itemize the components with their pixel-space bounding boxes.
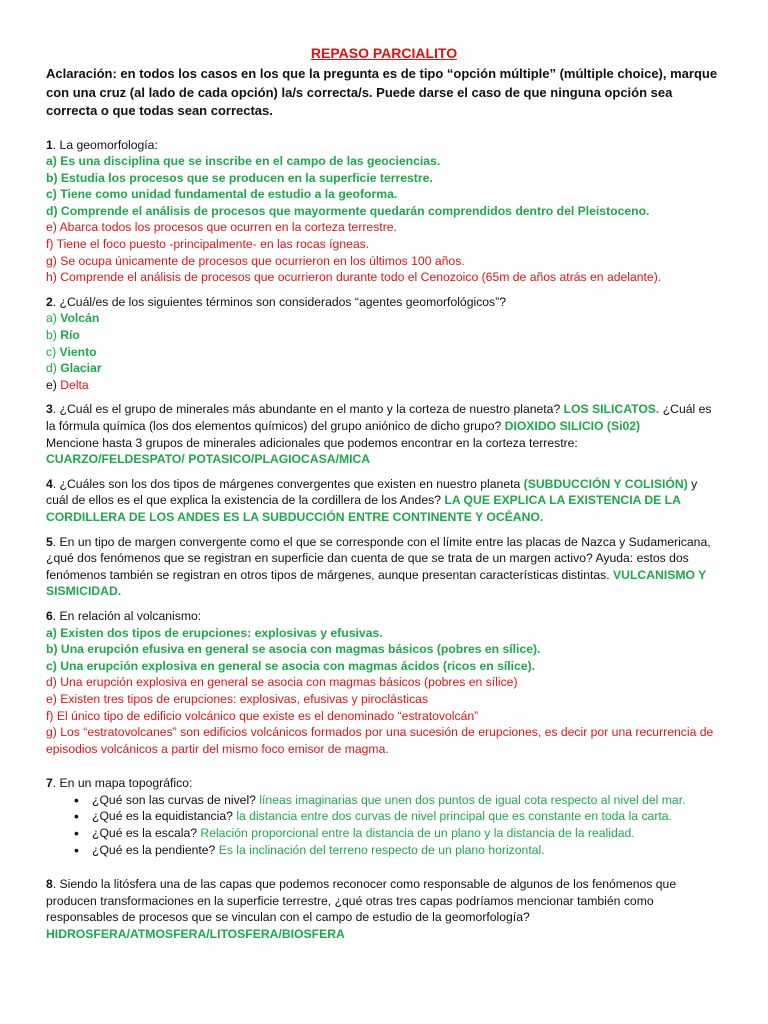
- list-item: • ¿Qué es la pendiente? Es la inclinación del terreno respecto de un plano horizontal.: [92, 842, 722, 859]
- question-text: . ¿Cuál es el grupo de minerales más abundante en el manto y la corteza de nuestro planeta?: [52, 402, 564, 417]
- question-text: Mencione hasta 3 grupos de minerales adicionales que podemos encontrar en la corteza terrestre:: [46, 435, 578, 450]
- question-8: [46, 876, 722, 942]
- question-number: 6: [46, 608, 53, 623]
- option-f: f) Tiene el foco puesto -principalmente- en las rocas ígneas.: [46, 237, 370, 252]
- answer-text: (SUBDUCCIÓN Y COLISIÓN): [523, 476, 688, 491]
- question-2: [46, 294, 722, 394]
- question-text: y cuál de ellos es el que explica la existencia de la cordillera de los Andes?: [46, 476, 698, 508]
- question-7: [46, 775, 722, 858]
- question-text: . La geomorfología:: [52, 137, 158, 152]
- question-4: [46, 476, 722, 526]
- question-number: 7: [46, 776, 53, 791]
- answer-text: DIOXIDO SILICIO (Si02): [504, 419, 641, 433]
- question-number: 5: [46, 534, 53, 549]
- document-title: REPASO PARCIALITO: [310, 45, 458, 61]
- question-text: ¿Cuál es la fórmula química (los dos elementos químicos) del grupo aniónico de dicho grupo?: [46, 402, 712, 433]
- option-g: g) Se ocupa únicamente de procesos que ocurrieron en los últimos 100 años.: [46, 253, 465, 268]
- option-e: e) Abarca todos los procesos que ocurren en la corteza terrestre.: [46, 220, 397, 235]
- option-d: d) Glaciar: [46, 361, 102, 376]
- option-e: e) Delta: [46, 377, 89, 392]
- list-item: • ¿Qué son las curvas de nivel? líneas imaginarias que unen dos puntos de igual cota respecto al nivel del mar.: [92, 792, 722, 809]
- question-number: 4: [46, 476, 53, 491]
- option-c: c) Viento: [46, 344, 97, 359]
- question-5: [46, 534, 722, 600]
- question-6: [46, 608, 722, 757]
- question-1: [46, 137, 722, 286]
- option-a: a) Es una disciplina que se inscribe en el campo de las geociencias.: [46, 154, 441, 169]
- question-number: 1: [46, 137, 53, 152]
- option-b: b) Estudia los procesos que se producen en la superficie terrestre.: [46, 170, 433, 185]
- option-e: e) Existen tres tipos de erupciones: explosivas, efusivas y piroclásticas: [46, 691, 429, 706]
- option-c: c) Tiene como unidad fundamental de estudio a la geoforma.: [46, 187, 398, 202]
- question-number: 8: [46, 877, 53, 892]
- bullet-list: [46, 792, 722, 858]
- option-h: h) Comprende el análisis de procesos que ocurrieron durante todo el Cenozoico (65m de años atrás en adelante).: [46, 270, 662, 285]
- option-a: a) Existen dos tipos de erupciones: explosivas y efusivas.: [46, 625, 383, 640]
- question-text: . Siendo la litósfera una de las capas que podemos reconocer como responsable de algunos de los fenómenos que producen transformaciones en la superficie terrestre, ¿qué otras tres capas podríamos mencionar también como responsables de procesos que se vinculan con el campo de estudio de la geomorfología?: [46, 877, 677, 925]
- question-text: . En un tipo de margen convergente como el que se corresponde con el límite entre las placas de Nazca y Sudamericana, ¿qué dos fenómenos que se registran en superficie dan cuenta de que se trata de un margen activo? Ayuda: estos dos fenómenos también se registran en otros tipos de márgenes, aunque presentan características distintas.: [46, 534, 711, 582]
- list-item: • ¿Qué es la escala? Relación proporcional entre la distancia de un plano y la distancia de la realidad.: [92, 825, 722, 842]
- question-3: [46, 401, 722, 467]
- option-d: d) Comprende el análisis de procesos que mayormente quedarán comprendidos dentro del Pleistoceno.: [46, 203, 650, 218]
- answer-text: la distancia entre dos curvas de nivel principal que es constante en toda la carta.: [236, 809, 672, 824]
- option-f: f) El único tipo de edificio volcánico que existe es el denominado “estratovolcán”: [46, 708, 479, 723]
- option-a: a) Volcán: [46, 311, 100, 326]
- answer-text: LOS SILICATOS.: [563, 402, 660, 417]
- list-item: • ¿Qué es la equidistancia? la distancia entre dos curvas de nivel principal que es constante en toda la carta.: [92, 808, 722, 825]
- option-d: d) Una erupción explosiva en general se asocia con magmas básicos (pobres en sílice): [46, 675, 518, 690]
- answer-text: Es la inclinación del terreno respecto de un plano horizontal.: [218, 842, 545, 857]
- answer-text: VULCANISMO Y SISMICIDAD.: [46, 567, 707, 599]
- answer-text: CUARZO/FELDESPATO/ POTASICO/PLAGIOCASA/MICA: [46, 452, 371, 467]
- question-number: 2: [46, 294, 53, 309]
- question-number: 3: [46, 402, 53, 417]
- answer-text: HIDROSFERA/ATMOSFERA/LITOSFERA/BIOSFERA: [46, 927, 345, 942]
- option-b: b) Río: [46, 328, 80, 343]
- question-text: . En un mapa topográfico:: [52, 776, 193, 791]
- answer-text: Relación proporcional entre la distancia de un plano y la distancia de la realidad.: [200, 826, 635, 841]
- instructions-paragraph: Aclaración: en todos los casos en los que la pregunta es de tipo “opción múltiple” (múltiple choice), marque con una cruz (al lado de cada opción) la/s correcta/s. Puede darse el caso de que ninguna opción sea correcta o que todas sean correctas.: [46, 66, 718, 118]
- question-text: . ¿Cuáles son los dos tipos de márgenes convergentes que existen en nuestro planeta: [52, 476, 524, 491]
- option-c: c) Una erupción explosiva en general se asocia con magmas ácidos (ricos en sílice).: [46, 658, 536, 673]
- answer-text: LA QUE EXPLICA LA EXISTENCIA DE LA CORDILLERA DE LOS ANDES ES LA SUBDUCCIÓN ENTRE CONTINENTE Y OCÉANO.: [46, 493, 681, 524]
- question-text: . ¿Cuál/es de los siguientes términos son considerados “agentes geomorfológicos”?: [52, 294, 506, 309]
- option-b: b) Una erupción efusiva en general se asocia con magmas básicos (pobres en sílice).: [46, 642, 541, 657]
- answer-text: líneas imaginarias que unen dos puntos de igual cota respecto al nivel del mar.: [259, 792, 686, 807]
- option-g: g) Los “estratovolcanes” son edificios volcánicos formados por una sucesión de erupciones, es decir por una recurrencia de episodios volcánicos a partir del mismo foco emisor de magma.: [46, 725, 714, 756]
- question-text: . En relación al volcanismo:: [52, 608, 202, 623]
